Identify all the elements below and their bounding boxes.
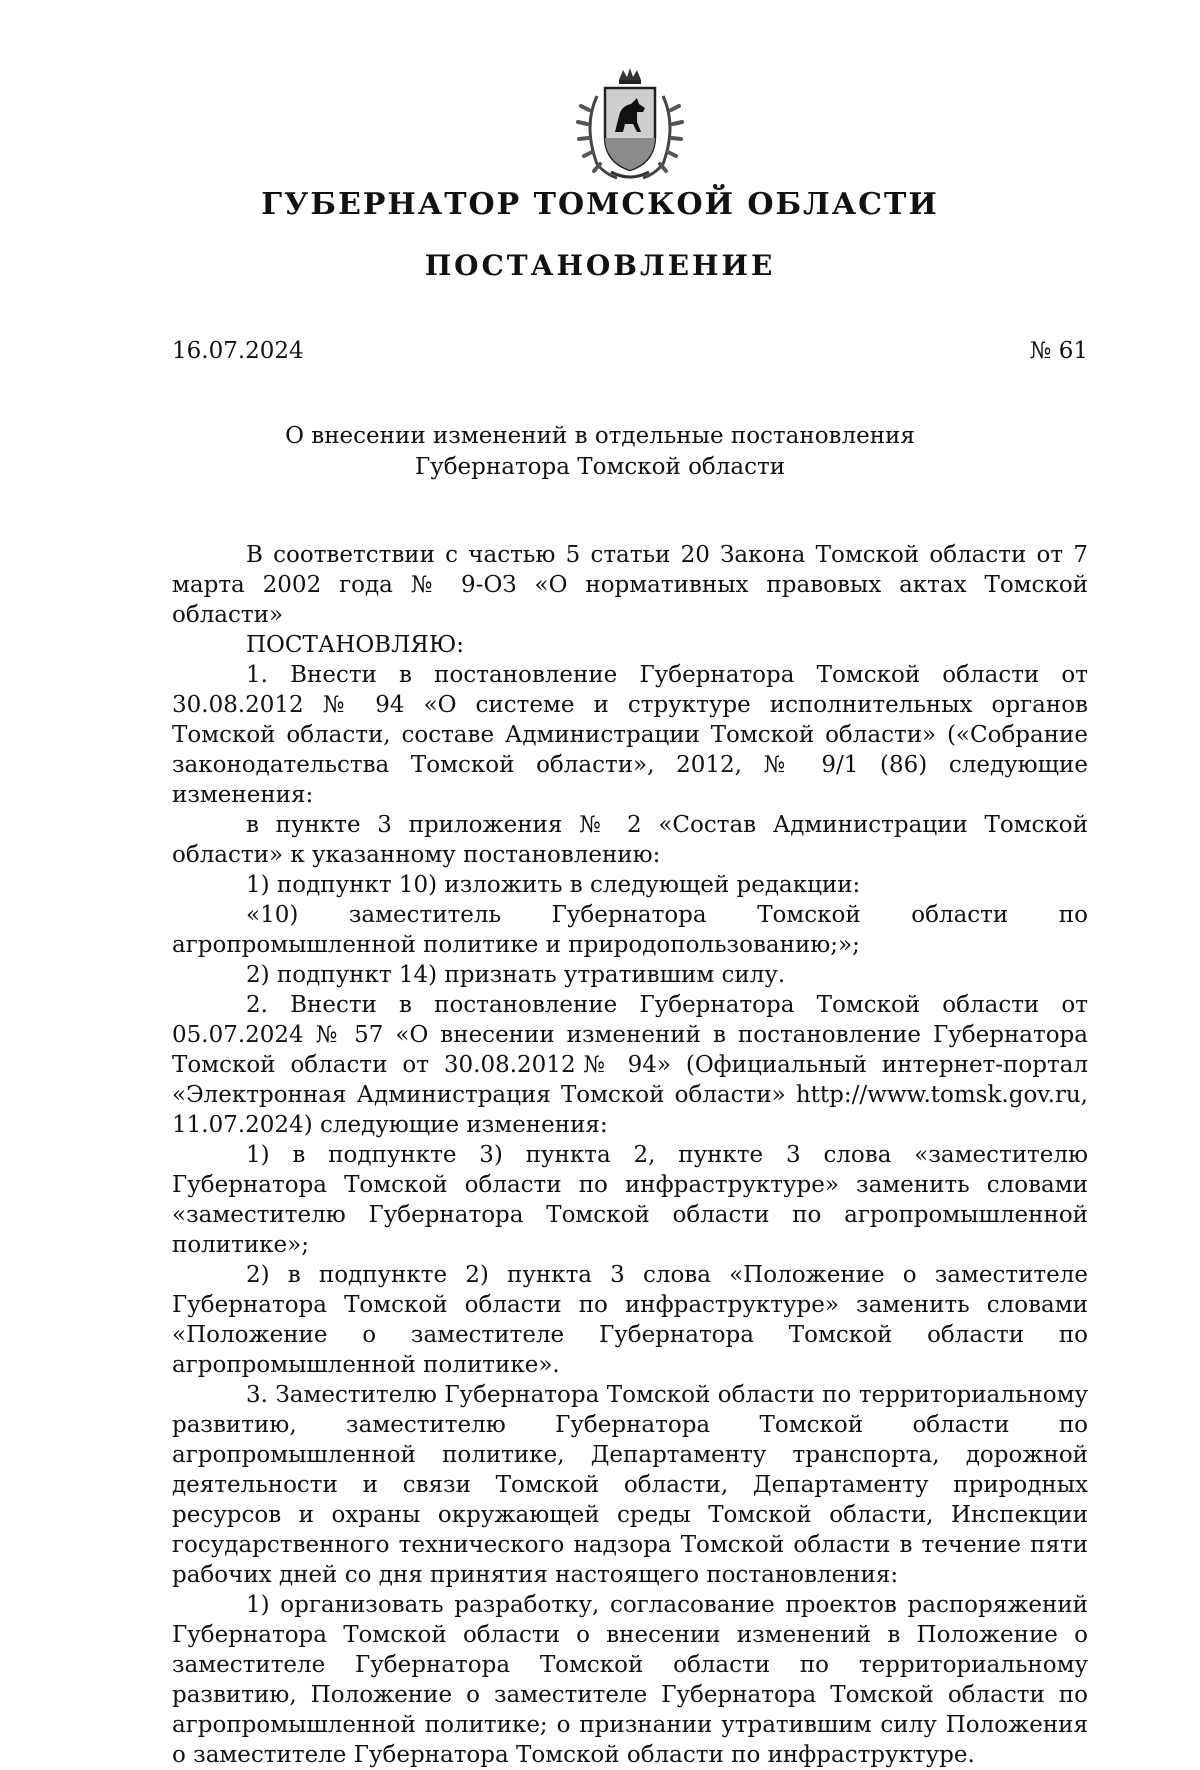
paragraph-item-1-sub-2: 2) подпункт 14) признать утратившим силу. xyxy=(246,962,786,988)
document-body xyxy=(172,540,1088,1770)
subject-line-2: Губернатора Томской области xyxy=(414,454,786,480)
paragraph-item-1: 1. Внести в постановление Губернатора Томской области от 30.08.2012 № 94 «О системе и структуре исполнительных органов Томской области, составе Администрации Томской области» («Собрание законодательства Томской области», 2012, № 9/1 (86) следующие изменения: xyxy=(172,662,1088,808)
tomsk-region-coat-of-arms-icon xyxy=(575,66,685,184)
paragraph-item-3: 3. Заместителю Губернатора Томской области по территориальному развитию, заместителю Губернатора Томской области по агропромышленной политике, Департаменту транспорта, дорожной деятельности и связи Томской области, Департаменту природных ресурсов и охраны окружающей среды Томской области, Инспекции государственного технического надзора Томской области в течение пяти рабочих дней со дня принятия настоящего постановления: xyxy=(172,1382,1088,1588)
subject-line-1: О внесении изменений в отдельные постановления xyxy=(285,423,915,449)
document-type-title: ПОСТАНОВЛЕНИЕ xyxy=(424,249,776,282)
document-date: 16.07.2024 xyxy=(172,338,304,364)
authority-title: ГУБЕРНАТОР ТОМСКОЙ ОБЛАСТИ xyxy=(261,187,939,222)
paragraph-item-1-sub-1: 1) подпункт 10) изложить в следующей редакции: xyxy=(246,872,861,898)
paragraph-resolve: ПОСТАНОВЛЯЮ: xyxy=(246,632,465,658)
paragraph-item-1-intro: в пункте 3 приложения № 2 «Состав Администрации Томской области» к указанному постановлению: xyxy=(172,812,1088,868)
paragraph-preamble: В соответствии с частью 5 статьи 20 Закона Томской области от 7 марта 2002 года № 9-ОЗ «О нормативных правовых актах Томской области» xyxy=(172,542,1088,628)
paragraph-item-2-sub-2: 2) в подпункте 2) пункта 3 слова «Положение о заместителе Губернатора Томской области по инфраструктуре» заменить словами «Положение о заместителе Губернатора Томской области по агропромышленной политике». xyxy=(172,1262,1088,1378)
paragraph-item-2: 2. Внести в постановление Губернатора Томской области от 05.07.2024 № 57 «О внесении изменений в постановление Губернатора Томской области от 30.08.2012№ 94» (Официальный интернет-портал «Электронная Администрация Томской области» http://www.tomsk.gov.ru, 11.07.2024) следующие изменения: xyxy=(172,992,1088,1138)
paragraph-item-2-sub-1: 1) в подпункте 3) пункта 2, пункте 3 слова «заместителю Губернатора Томской области по инфраструктуре» заменить словами «заместителю Губернатора Томской области по агропромышленной политике»; xyxy=(172,1142,1088,1258)
paragraph-item-3-sub-1: 1) организовать разработку, согласование проектов распоряжений Губернатора Томской области о внесении изменений в Положение о заместителе Губернатора Томской области по территориальному развитию, Положение о заместителе Губернатора Томской области по агропромышленной политике; о признании утратившим силу Положения о заместителе Губернатора Томской области по инфраструктуре. xyxy=(172,1592,1088,1768)
document-subject xyxy=(0,421,1200,483)
document-number: № 61 xyxy=(1029,338,1088,364)
paragraph-item-1-sub-1-text: «10) заместитель Губернатора Томской области по агропромышленной политике и природопользованию;»; xyxy=(172,902,1088,958)
